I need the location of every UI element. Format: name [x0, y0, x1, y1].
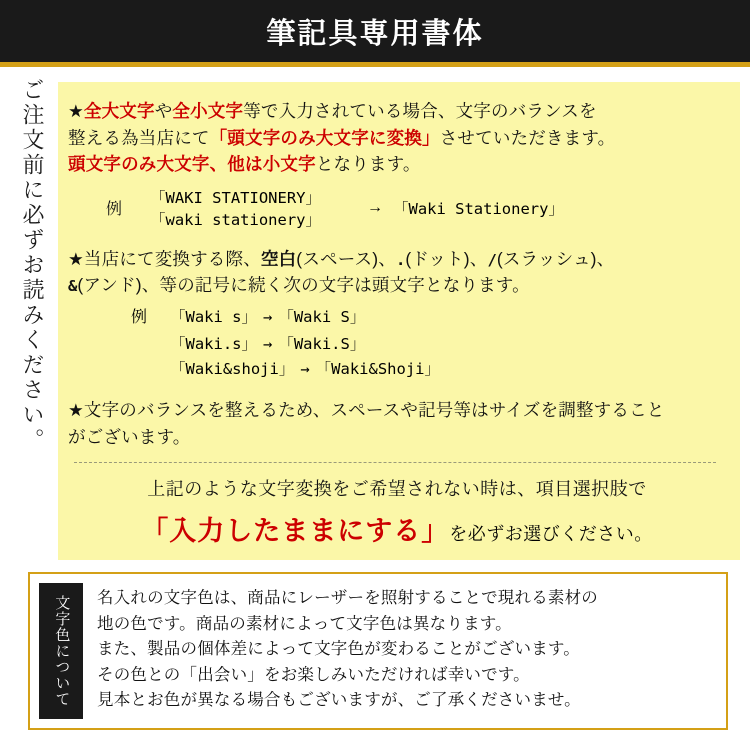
emph-convert-rule: 「頭文字のみ大文字に変換」: [209, 127, 440, 148]
notice-b1-t4: させていただきます。: [439, 127, 616, 148]
header-accent-rule: [0, 62, 750, 67]
closing-line-2-tail: を必ずお選びください。: [449, 524, 653, 545]
color-note-line: 名入れの文字色は、商品にレーザーを照射することで現れる素材の: [97, 589, 598, 607]
example-source-2a: 「Waki s」: [170, 307, 257, 326]
example-source-1b: 「waki stationery」: [150, 210, 321, 229]
notice-block-3: [68, 397, 726, 450]
color-note-body: [83, 574, 726, 728]
emph-all-uppercase: 全大文字: [83, 101, 155, 121]
side-caption-text: ご注文前に必ずお読みください。: [19, 78, 45, 453]
emph-initial-cap: 頭文字のみ大文字、他は小文字: [68, 154, 316, 175]
bullet-star-icon: ★: [68, 101, 84, 121]
arrow-icon-1: →: [366, 198, 383, 216]
notice-block-1: [68, 98, 726, 230]
example-indent-a: [108, 332, 170, 358]
notice-b2-slash-kw: /: [487, 250, 497, 269]
color-note-box: [28, 572, 728, 730]
notice-b3-line-2: がございます。: [68, 426, 191, 447]
page-title: 筆記具専用書体: [266, 17, 484, 50]
example-result-2c: 「Waki&Shoji」: [315, 360, 440, 379]
notice-b2-t3: (ドット)、: [405, 248, 488, 269]
example-source-group-1: [150, 186, 321, 230]
notice-b2-t5: (アンド)、等の記号に続く次の文字は頭文字となります。: [77, 275, 530, 296]
notice-b1-t5: となります。: [315, 154, 421, 175]
closing-line-1: 上記のような文字変換をご希望されない時は、項目選択肢で: [147, 479, 647, 500]
example-source-1a: 「WAKI STATIONERY」: [150, 188, 321, 207]
color-note-line: 見本とお色が異なる場合もございますが、ご了承くださいませ。: [97, 691, 581, 710]
notice-b2-amp-kw: &: [68, 277, 78, 296]
arrow-icon-2a: →: [263, 307, 273, 326]
color-note-tab-label: 文字色について: [53, 595, 71, 707]
notice-b2-t1: ★当店にて変換する際、: [68, 248, 261, 269]
notice-b1-example: [68, 186, 726, 230]
example-result-2a: 「Waki S」: [278, 307, 366, 326]
example-result-1: 「Waki Stationery」: [392, 199, 564, 218]
example-label-2: 例: [130, 308, 147, 326]
color-note-line: その色との「出会い」をお楽しみいただければ幸いです。: [97, 665, 530, 684]
closing-line-2: [68, 509, 726, 548]
example-result-2b: 「Waki.S」: [278, 334, 366, 353]
emph-all-lowercase: 全小文字: [172, 101, 244, 121]
color-note-tab: [39, 583, 83, 719]
side-caption: [8, 78, 56, 560]
example-row: [108, 357, 726, 383]
notice-b2-dot-kw: .: [395, 250, 406, 269]
example-indent-b: [108, 357, 170, 383]
notice-b2-space-kw: 空白: [260, 248, 297, 269]
notice-b2-t2: (スペース)、: [296, 248, 396, 269]
divider: [74, 462, 716, 463]
notice-b1-line-3: [68, 151, 726, 178]
notice-b1-line-2: [68, 125, 726, 152]
arrow-icon-2c: →: [300, 360, 310, 379]
closing-option-emphasis: 「入力したままにする」: [141, 516, 450, 547]
notice-b2-line-1: [68, 246, 726, 273]
notice-panel: [58, 82, 740, 560]
notice-block-2: [68, 246, 726, 383]
notice-b2-line-2: [68, 272, 726, 299]
notice-b2-examples: [68, 305, 726, 383]
example-row: [108, 332, 726, 358]
notice-closing: [68, 475, 726, 548]
color-note-line: また、製品の個体差によって文字色が変わることがございます。: [97, 640, 580, 659]
example-label-1: 例: [105, 201, 122, 219]
color-note-line: 地の色です。商品の素材によって文字色は異なります。: [97, 614, 512, 633]
example-source-2c: 「Waki&shoji」: [170, 360, 295, 379]
arrow-icon-2b: →: [263, 334, 273, 353]
notice-b1-t2: 等で入力されている場合、文字のバランスを: [243, 101, 597, 121]
example-row: [108, 305, 726, 332]
notice-b1-t1: や: [154, 101, 173, 121]
header-bar: [0, 0, 750, 62]
notice-b1-t3: 整える為当店にて: [68, 127, 210, 148]
notice-b1-line-1: [68, 98, 726, 125]
notice-b3-line-1: ★文字のバランスを整えるため、スペースや記号等はサイズを調整すること: [68, 399, 665, 420]
example-source-2b: 「Waki.s」: [170, 334, 257, 353]
notice-b2-t4: (スラッシュ)、: [496, 248, 615, 269]
